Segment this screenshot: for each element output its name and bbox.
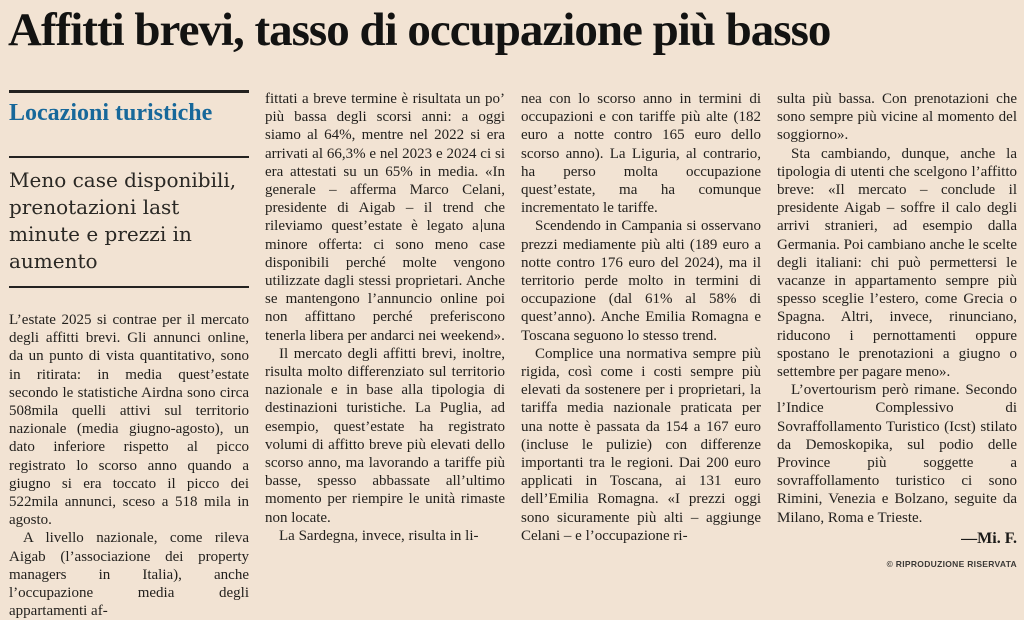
standfirst: Meno case disponibili, prenotazioni last minute e prezzi in aumento <box>9 168 237 273</box>
paragraph-text: fittati a breve termine è risultata un po’ più bassa degli scorsi anni: a oggi siamo al 64%, mentre nel 2022 si era arrivati al 66,3% e nel 2023 e 2024 ci si era attestati su un 65% in media. «In generale – afferma Marco Celani, presidente di Aigab – il trend che rileviamo quest’estate è legato a <box>265 91 505 235</box>
paragraph: A livello nazionale, come rileva Aigab (l’associazione dei property managers in Italia), anche l’occupazione media degli appartamenti af- <box>9 530 249 620</box>
column-2 <box>265 90 505 545</box>
copyright-notice: © RIPRODUZIONE RISERVATA <box>886 558 1017 569</box>
column-1 <box>9 90 249 620</box>
paragraph: L’overtourism però rimane. Secondo l’Indice Complessivo di Sovraffollamento Turistico (Icst) stilato da Demoskopika, sul podio delle Province più soggette a sovraffollamento turistico ci sono Rimini, Venezia e Bolzano, seguite da Milano, Roma e Trieste. <box>777 382 1017 526</box>
paragraph: Scendendo in Campania si osservano prezzi mediamente più alti (189 euro a notte contro 176 euro del 2024), ma il territorio perde molto in termini di occupazione (dal 61% al 58% di quest’anno). Anche Emilia Romagna e Toscana seguono lo stesso trend. <box>521 218 761 344</box>
column-4 <box>777 90 1017 569</box>
headline: Affitti brevi, tasso di occupazione più basso <box>8 4 831 56</box>
paragraph: nea con lo scorso anno in termini di occupazioni e con tariffe più alte (182 euro a notte contro 165 euro dello scorso anno). La Liguria, al contrario, ha perso molta occupazione quest’estate, ma ha comunque incrementato le tariffe. <box>521 91 761 217</box>
paragraph <box>265 90 505 345</box>
divider-bottom <box>9 286 249 288</box>
byline: —Mi. F. <box>961 529 1017 547</box>
article-columns <box>0 90 1024 620</box>
divider-top <box>9 90 249 93</box>
column-3 <box>521 90 761 545</box>
paragraph: Complice una normativa sempre più rigida, così come i costi sempre più elevati da sostenere per i proprietari, la tariffa media nazionale praticata per una notte è passata da 154 a 167 euro (incluse le pulizie) con differenze importanti tra le regioni. Dai 200 euro applicati in Toscana, ai 131 euro dell’Emilia Romagna. «I prezzi oggi sono sicuramente più alti – aggiunge Celani – e l’occupazione ri- <box>521 345 761 544</box>
paragraph: La Sardegna, invece, risulta in li- <box>279 527 479 544</box>
paragraph: sulta più bassa. Con prenotazioni che sono sempre più vicine al momento del soggiorno». <box>777 91 1017 144</box>
paragraph: Sta cambiando, dunque, anche la tipologia di utenti che scelgono l’affitto breve: «Il mercato – conclude il presidente Aigab – soffre il calo degli arrivi stranieri, ad esempio dalla Germania. Poi cambiano anche le scelte degli italiani: chi può permettersi le vacanze in appartamento sempre più spesso sceglie l’estero, come Grecia o Spagna. Altri, invece, rinunciano, riducono i pernottamenti oppure spostano le prenotazioni a giugno o settembre per pagare meno». <box>777 145 1017 381</box>
paragraph-text: una minore offerta: ci sono meno case disponibili perché molte vengono utilizzate dagli stessi proprietari. Anche se mantengono l’annuncio online poi non affittano perché preferiscono tenerla libera per andarci nei weekend». <box>265 218 505 344</box>
paragraph: L’estate 2025 si contrae per il mercato degli affitti brevi. Gli annunci online, da un punto di vista quantitativo, sono in ritirata: in media quest’estate secondo le statistiche Airdna sono circa 508mila quelli attivi sul territorio nazionale (media giugno-agosto), un dato inferiore rispetto al picco registrato lo scorso anno quando a giugno si era toccato il picco dei 522mila annunci, sceso a 518 mila in agosto. <box>9 312 249 529</box>
divider-mid <box>9 156 249 158</box>
section-kicker: Locazioni turistiche <box>9 100 213 126</box>
paragraph: Il mercato degli affitti brevi, inoltre, risulta molto differenziato sul territorio nazionale e in base alla tipologia di destinazioni turistiche. La Puglia, ad esempio, quest’estate ha registrato volumi di affitto breve più elevati dello scorso anno, ma lavorando a tariffe più basse, spesso abbassate all’ultimo momento per riempire le unità rimaste non locate. <box>265 345 505 526</box>
